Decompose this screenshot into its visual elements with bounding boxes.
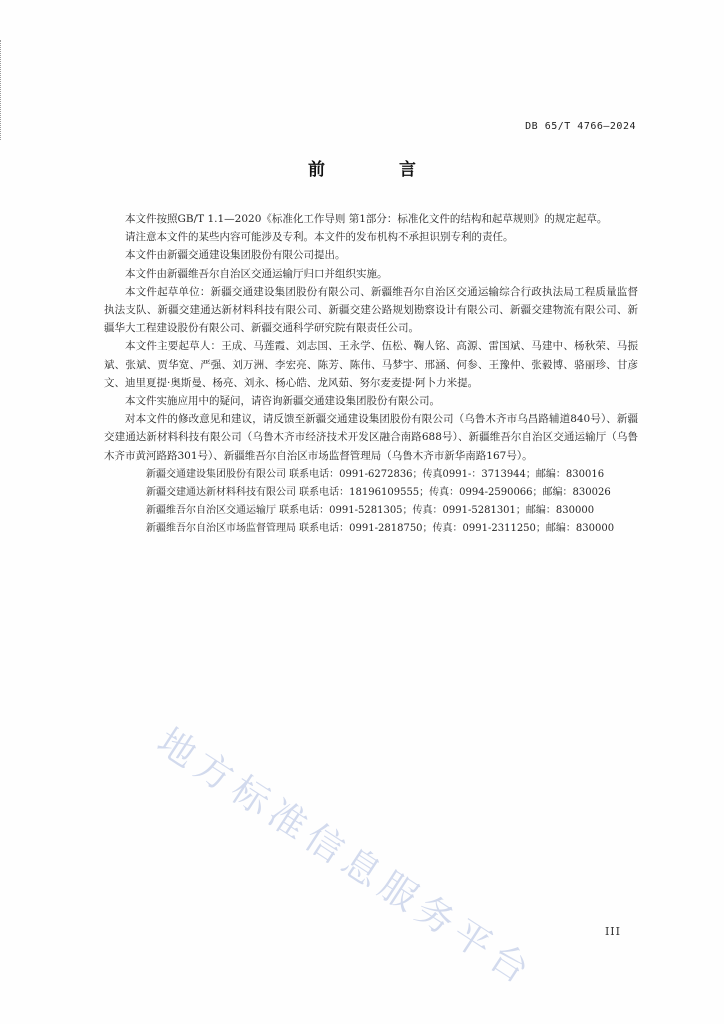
paragraph-drafters: 本文件主要起草人：王成、马莲霞、刘志国、王永学、伍松、鞠人铭、高源、雷国斌、马建中、杨秋荣、马振斌、张斌、贾华宽、严强、刘万洲、李宏亮、陈芳、陈伟、马梦宇、邢涵、何参、王豫仲、张毅博、骆丽珍、甘彦文、迪里夏提·奥斯曼、杨亮、刘永、杨心皓、龙风茹、努尔麦麦提·阿卜力米提。 [104, 340, 638, 389]
paragraph-administrator: 本文件由新疆维吾尔自治区交通运输厅归口并组织实施。 [125, 267, 388, 280]
document-code: DB 65/T 4766—2024 [525, 121, 636, 132]
paragraph-inquiry: 本文件实施应用中的疑问，请咨询新疆交通建设集团股份有限公司。 [125, 395, 440, 408]
contact-line: 新疆维吾尔自治区市场监督管理局 联系电话：0991-2818750；传真：0991-2311250；邮编：830000 [146, 523, 615, 535]
contact-line: 新疆交建通达新材料科技有限公司 联系电话：18196109555；传真：0994-2590066；邮编：830026 [146, 487, 611, 499]
paragraph-drafting-rules: 本文件按照GB/T 1.1—2020《标准化工作导则 第1部分：标准化文件的结构和起草规则》的规定起草。 [125, 213, 608, 225]
contact-line: 新疆维吾尔自治区交通运输厅 联系电话：0991-5281305；传真：0991-5281301；邮编：830000 [146, 505, 595, 517]
paragraph-drafting-units: 本文件起草单位：新疆交通建设集团股份有限公司、新疆维吾尔自治区交通运输综合行政执法局工程质量监督执法支队、新疆交建通达新材料科技有限公司、新疆交建公路规划勘察设计有限公司、新疆交建物流有限公司、新疆华大工程建设股份有限公司、新疆交通科学研究院有限责任公司。 [104, 285, 638, 335]
contact-line: 新疆交通建设集团股份有限公司 联系电话：0991-6272836；传真0991-：3713944；邮编：830016 [146, 468, 605, 480]
scan-edge-marks [0, 40, 4, 140]
page-title: 前 言 [308, 160, 450, 180]
contact-list [104, 466, 638, 539]
paragraph-feedback: 对本文件的修改意见和建议，请反馈至新疆交通建设集团股份有限公司（乌鲁木齐市乌昌路辅道840号）、新疆交建通达新材料科技有限公司（乌鲁木齐市经济技术开发区融合南路688号）、新疆维吾尔自治区交通运输厅（乌鲁木齐市黄河路路301号）、新疆维吾尔自治区市场监督管理局（乌鲁木齐市新华南路167号）。 [104, 413, 638, 462]
paragraph-proposer: 本文件由新疆交通建设集团股份有限公司提出。 [125, 249, 346, 262]
paragraph-patent-notice: 请注意本文件的某些内容可能涉及专利。本文件的发布机构不承担识别专利的责任。 [125, 231, 514, 244]
page-number: III [604, 925, 621, 938]
watermark: 地方标准信息服务平台 [149, 719, 543, 996]
foreword-body [104, 210, 638, 539]
